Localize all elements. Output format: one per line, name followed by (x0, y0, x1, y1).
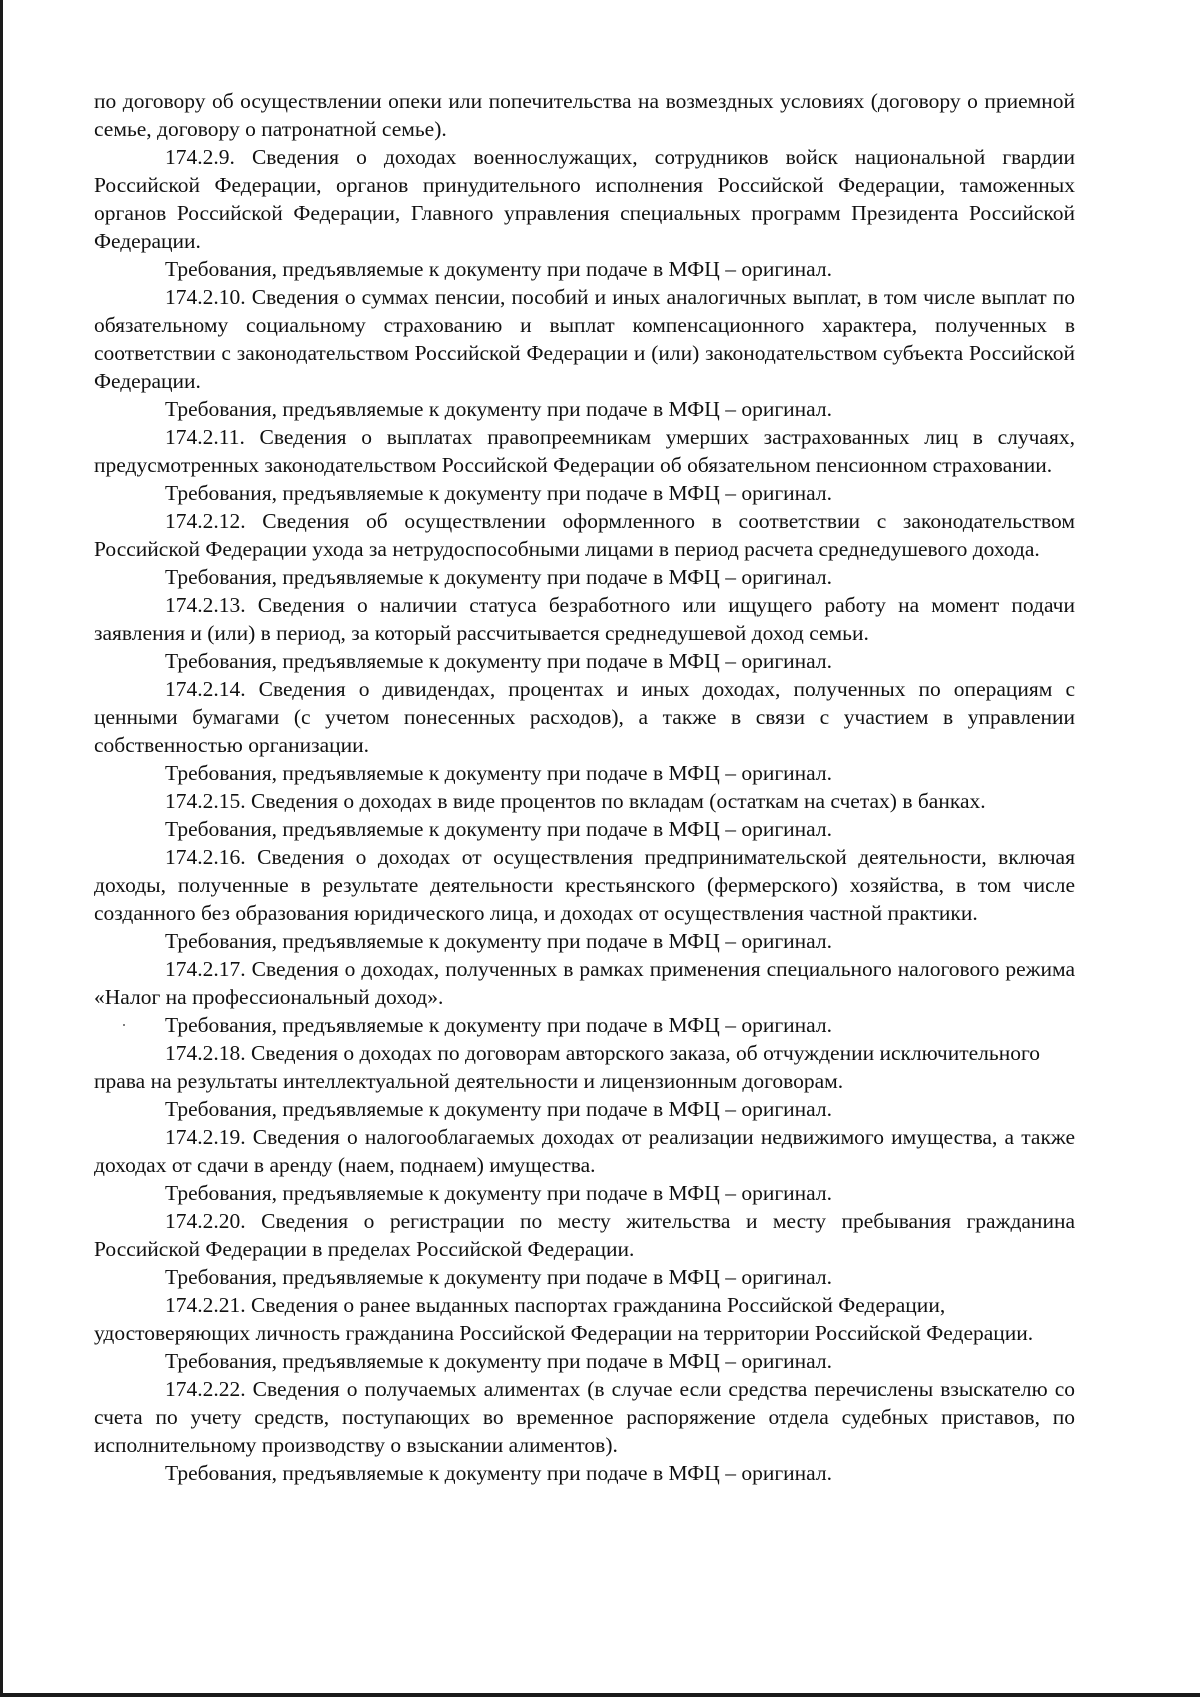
paragraph-174-2-19: 174.2.19. Сведения о налогооблагаемых доходах от реализации недвижимого имущества, а также доходах от сдачи в аренду (наем, поднаем) имущества. (94, 1125, 1075, 1177)
requirement-line: Требования, предъявляемые к документу при подаче в МФЦ – оригинал. (165, 565, 832, 589)
paragraph-174-2-22: 174.2.22. Сведения о получаемых алиментах (в случае если средства перечислены взыскателю со счета по учету средств, поступающих во временное распоряжение отдела судебных приставов, по исполнительному производству о взыскании алиментов). (94, 1377, 1075, 1457)
scan-border-left (0, 0, 3, 1697)
paragraph-174-2-20: 174.2.20. Сведения о регистрации по месту жительства и месту пребывания гражданина Российской Федерации в пределах Российской Федерации. (94, 1209, 1075, 1261)
scan-border-bottom (0, 1693, 1200, 1697)
paragraph-174-2-17: 174.2.17. Сведения о доходах, полученных в рамках применения специального налогового режима «Налог на профессиональный доход». (94, 957, 1075, 1009)
requirement-line: Требования, предъявляемые к документу при подаче в МФЦ – оригинал. (165, 1097, 832, 1121)
paragraph-174-2-11: 174.2.11. Сведения о выплатах правопреемникам умерших застрахованных лиц в случаях, предусмотренных законодательством Российской Федерации об обязательном пенсионном страховании. (94, 425, 1075, 477)
requirement-line: Требования, предъявляемые к документу при подаче в МФЦ – оригинал. (165, 929, 832, 953)
requirement-line: Требования, предъявляемые к документу при подаче в МФЦ – оригинал. (165, 761, 832, 785)
paragraph-174-2-10: 174.2.10. Сведения о суммах пенсии, пособий и иных аналогичных выплат, в том числе выплат по обязательному социальному страхованию и выплат компенсационного характера, полученных в соответствии с законодательством Российской Федерации и (или) законодательством субъекта Российской Федерации. (94, 285, 1075, 393)
paragraph-174-2-21: 174.2.21. Сведения о ранее выданных паспортах гражданина Российской Федерации, удостоверяющих личность гражданина Российской Федерации на территории Российской Федерации. (94, 1293, 1034, 1345)
paragraph-174-2-16: 174.2.16. Сведения о доходах от осуществления предпринимательской деятельности, включая доходы, полученные в результате деятельности крестьянского (фермерского) хозяйства, в том числе созданного без образования юридического лица, и доходах от осуществления частной практики. (94, 845, 1075, 925)
paragraph-174-2-12: 174.2.12. Сведения об осуществлении оформленного в соответствии с законодательством Российской Федерации ухода за нетрудоспособными лицами в период расчета среднедушевого дохода. (94, 509, 1075, 561)
paragraph-174-2-9: 174.2.9. Сведения о доходах военнослужащих, сотрудников войск национальной гвардии Российской Федерации, органов принудительного исполнения Российской Федерации, таможенных органов Российской Федерации, Главного управления специальных программ Президента Российской Федерации. (94, 145, 1075, 253)
document-body (94, 87, 1075, 1487)
requirement-line: Требования, предъявляемые к документу при подаче в МФЦ – оригинал. (165, 481, 832, 505)
paragraph-continuation: по договору об осуществлении опеки или попечительства на возмездных условиях (договору о приемной семье, договору о патронатной семье). (94, 89, 1075, 141)
paragraph-174-2-13: 174.2.13. Сведения о наличии статуса безработного или ищущего работу на момент подачи заявления и (или) в период, за который рассчитывается среднедушевой доход семьи. (94, 593, 1075, 645)
requirement-line: Требования, предъявляемые к документу при подаче в МФЦ – оригинал. (165, 817, 832, 841)
paragraph-174-2-15: 174.2.15. Сведения о доходах в виде процентов по вкладам (остаткам на счетах) в банках. (165, 789, 986, 813)
requirement-line: Требования, предъявляемые к документу при подаче в МФЦ – оригинал. (165, 257, 832, 281)
requirement-line: Требования, предъявляемые к документу при подаче в МФЦ – оригинал. (165, 649, 832, 673)
paragraph-174-2-14: 174.2.14. Сведения о дивидендах, процентах и иных доходах, полученных по операциям с ценными бумагами (с учетом понесенных расходов), а также в связи с участием в управлении собственностью организации. (94, 677, 1075, 757)
requirement-line: Требования, предъявляемые к документу при подаче в МФЦ – оригинал. (165, 1013, 832, 1037)
requirement-line: Требования, предъявляемые к документу при подаче в МФЦ – оригинал. (165, 1461, 832, 1485)
requirement-line: Требования, предъявляемые к документу при подаче в МФЦ – оригинал. (165, 1349, 832, 1373)
requirement-line: Требования, предъявляемые к документу при подаче в МФЦ – оригинал. (165, 1181, 832, 1205)
paragraph-174-2-18: 174.2.18. Сведения о доходах по договорам авторского заказа, об отчуждении исключительного права на результаты интеллектуальной деятельности и лицензионным договорам. (94, 1041, 1041, 1093)
requirement-line: Требования, предъявляемые к документу при подаче в МФЦ – оригинал. (165, 397, 832, 421)
requirement-line: Требования, предъявляемые к документу при подаче в МФЦ – оригинал. (165, 1265, 832, 1289)
